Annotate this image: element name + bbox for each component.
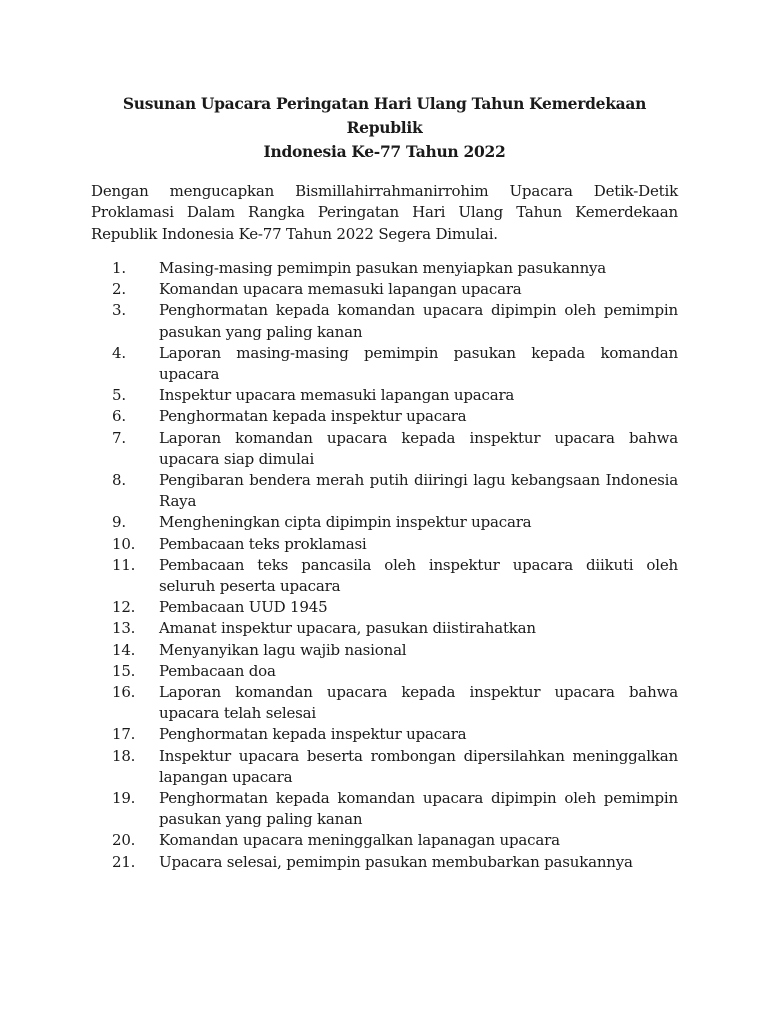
list-item-text: Menyanyikan lagu wajib nasional [159, 640, 407, 659]
list-item-text: Masing-masing pemimpin pasukan menyiapkan pasukannya [159, 258, 607, 277]
list-item [91, 661, 678, 682]
list-item-text: Pengibaran bendera merah putih diiringi lagu kebangsaan Indonesia Raya [159, 470, 678, 511]
list-item-number: 8. [112, 470, 126, 489]
list-item [91, 470, 678, 512]
list-item [91, 534, 678, 555]
list-item [91, 830, 678, 851]
list-item [91, 852, 678, 873]
list-item-number: 9. [112, 513, 126, 532]
document-title [91, 92, 678, 164]
agenda-list [91, 258, 678, 873]
list-item-number: 15. [112, 661, 136, 680]
document-title-line-1: Susunan Upacara Peringatan Hari Ulang Tahun Kemerdekaan Republik [122, 94, 647, 137]
list-item-number: 1. [112, 258, 126, 277]
list-item-number: 11. [112, 555, 136, 574]
list-item-text: Inspektur upacara memasuki lapangan upacara [159, 386, 515, 405]
list-item-number: 21. [112, 852, 136, 871]
list-item-number: 14. [112, 640, 136, 659]
list-item-text: Penghormatan kepada inspektur upacara [159, 725, 467, 744]
intro-paragraph: Dengan mengucapkan Bismillahirrahmanirrohim Upacara Detik-Detik Proklamasi Dalam Rangka Peringatan Hari Ulang Tahun Kemerdekaan Republik Indonesia Ke-77 Tahun 2022 Segera Dimulai. [91, 182, 678, 243]
list-item-number: 10. [112, 534, 136, 553]
list-item [91, 682, 678, 724]
list-item [91, 724, 678, 745]
list-item [91, 343, 678, 385]
list-item-number: 3. [112, 301, 126, 320]
document-title-line-2: Indonesia Ke-77 Tahun 2022 [263, 142, 506, 161]
list-item-text: Upacara selesai, pemimpin pasukan membubarkan pasukannya [159, 852, 633, 871]
list-item-number: 18. [112, 746, 136, 765]
list-item-text: Penghormatan kepada komandan upacara dipimpin oleh pemimpin pasukan yang paling kanan [159, 301, 678, 341]
list-item [91, 788, 678, 830]
list-item-number: 2. [112, 280, 126, 299]
list-item-number: 12. [112, 598, 136, 617]
list-item-text: Pembacaan doa [159, 661, 276, 680]
list-item [91, 300, 678, 342]
list-item-number: 19. [112, 788, 136, 807]
list-item-text: Inspektur upacara beserta rombongan dipersilahkan meninggalkan lapangan upacara [159, 746, 678, 786]
list-item-text: Laporan masing-masing pemimpin pasukan kepada komandan upacara [159, 343, 678, 383]
list-item [91, 597, 678, 618]
list-item-number: 17. [112, 725, 136, 744]
document-page [91, 92, 678, 873]
list-item [91, 385, 678, 406]
list-item [91, 428, 678, 470]
list-item-number: 6. [112, 407, 126, 426]
list-item [91, 618, 678, 639]
list-item [91, 640, 678, 661]
list-item-text: Penghormatan kepada inspektur upacara [159, 407, 467, 426]
list-item-text: Pembacaan UUD 1945 [159, 598, 328, 617]
list-item-number: 20. [112, 831, 136, 850]
list-item [91, 279, 678, 300]
list-item-number: 13. [112, 619, 136, 638]
list-item-number: 4. [112, 343, 126, 362]
list-item-text: Komandan upacara memasuki lapangan upacara [159, 280, 522, 299]
list-item [91, 555, 678, 597]
list-item [91, 258, 678, 279]
list-item-text: Amanat inspektur upacara, pasukan diistirahatkan [159, 619, 536, 638]
list-item [91, 746, 678, 788]
list-item-text: Penghormatan kepada komandan upacara dipimpin oleh pemimpin pasukan yang paling kanan [159, 788, 678, 829]
list-item-text: Pembacaan teks proklamasi [159, 534, 367, 553]
list-item-text: Komandan upacara meninggalkan lapanagan upacara [159, 831, 560, 850]
list-item-text: Laporan komandan upacara kepada inspektur upacara bahwa upacara telah selesai [159, 682, 678, 723]
list-item-number: 7. [112, 428, 126, 447]
list-item-number: 16. [112, 682, 136, 701]
list-item-text: Laporan komandan upacara kepada inspektur upacara bahwa upacara siap dimulai [159, 428, 678, 468]
list-item-text: Mengheningkan cipta dipimpin inspektur upacara [159, 513, 532, 532]
list-item [91, 406, 678, 427]
list-item [91, 512, 678, 533]
list-item-text: Pembacaan teks pancasila oleh inspektur upacara diikuti oleh seluruh peserta upacara [159, 555, 678, 595]
list-item-number: 5. [112, 386, 126, 405]
